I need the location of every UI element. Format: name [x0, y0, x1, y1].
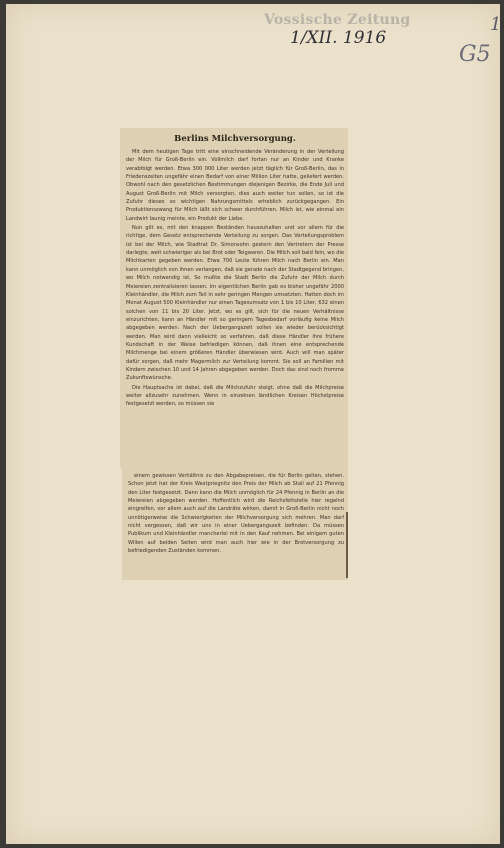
newspaper-clipping-upper: [120, 128, 348, 468]
article-paragraph: Mit dem heutigen Tage tritt eine einschneidende Veränderung in der Verteilung der Milch für Groß-Berlin ein. Vollmilch darf fortan nur an Kinder und Kranke verabfolgt werden. Etwa 300 000 Liter werden jetzt täglich für Groß-Berlin, das in Friedenszeiten ungefähr einen Bedarf von einer Million Liter hatte, geliefert werden. Obwohl nach den gesetzlichen Bestimmungen diejenigen Bezirke, die Ende Juli und August Groß-Berlin mit Milch versorgten, dies auch weiter tun sollen, so ist die Zufuhr dieses so wichtigen Nahrungsmittels erheblich zurückgegangen. Ein Produktionszwang für Milch läßt sich schwer durchführen. Milch ist, wie einmal ein Landwirt launig meinte, ein Produkt der Liebe.: [126, 149, 344, 222]
article-title: Berlins Milchversorgung.: [174, 134, 296, 144]
page-number-mark: 1: [490, 14, 502, 35]
handwritten-date: 1/XII. 1916: [290, 28, 387, 48]
article-paragraph: Die Hauptsache ist dabei, daß die Milchzufuhr steigt, ohne daß die Milchpreise weiter allzusehr zunehmen. Wenn in einzelnen ländlichen Kreisen Höchstpreise festgesetzt werden, so müssen sie: [126, 384, 344, 408]
article-paragraph: Nun gilt es, mit den knappen Beständen hauszuhalten und vor allem für die richtige, dem Gesetz entsprechende Verteilung zu sorgen. Das Verteilungsproblem ist bei der Milch, wie Stadtrat Dr. Simonsohn gestern den Vertretern der Presse darlegte, weit schwieriger als bei Brot oder Teigwaren. Die Milch soll bald fein, wo die Milchkarten gegeben werden. Etwa 700 Leute führen Milch nach Berlin ein. Man kann unmöglich von ihnen verlangen, daß sie gerade nach der Stadtgegend bringen, wo Milch notwendig ist. So mußte die Stadt Berlin die Zufuhr der Milch durch Meiereien zentralisieren lassen. Im eigentlichen Berlin gab es bisher ungefähr 2000 Kleinhändler, die Milch zum Teil in sehr geringen Mengen umsetzten. Hatten doch im Monat August 500 Kleinhändler nur einen Tagesumsatz von 1 bis 10 Liter, 632 einen solchen von 11 bis 20 Liter. Jetzt, wo es gilt, sich für die neuen Verhältnisse einzurichten, kann an Händler mit so geringem Tagesbedarf vorläufig keine Milch abgegeben werden. Nach der Uebergangszeit sollen sie wieder berücksichtigt werden. Man wird dann vielleicht so verfahren, daß diese Händler ihre frühere Kundschaft in der Weise befriedigen können, daß ihnen eine entsprechende Milchmenge bei einem größeren Händler überwiesen wird. Auch will man später dafür sorgen, daß mehr Magermilch zur Verteilung kommt. Sie soll an Familien mit Kindern zwischen 10 und 14 Jahren abgegeben werden. Doch das sind noch fromme Zukunftswünsche.: [126, 225, 344, 382]
newspaper-clipping-lower: [122, 468, 348, 580]
newspaper-name-stamp: Vossische Zeitung: [264, 12, 411, 28]
column-rule: [346, 512, 348, 578]
archive-mark: G5: [459, 42, 491, 67]
article-continuation: einem gewissen Verhältnis zu den Abgabepreisen, die für Berlin gelten, stehen. Schon jetzt hat der Kreis Westpriegnitz den Preis der Milch ab Stall auf 21 Pfennig den Liter festgesetzt. Dann kann die Milch unmöglich für 24 Pfennig in Berlin an die Meiereien abgegeben werden. Hoffentlich wird die Reichsfettstelle hier regelnd eingreifen, vor allem auch auf die Landräte wirken, damit in Groß-Berlin nicht noch unnötigerweise die Schwierigkeiten der Milchversorgung sich mehren. Man darf nicht vergessen, daß wir uns in einer Uebergangszeit befinden. Da müssen Publikum und Kleinhändler mancherlei mit in den Kauf nehmen. Bei einigem guten Willen auf beiden Seiten wird man auch hier wie in der Brotversorgung zu befriedigenden Zuständen kommen.: [128, 473, 344, 555]
